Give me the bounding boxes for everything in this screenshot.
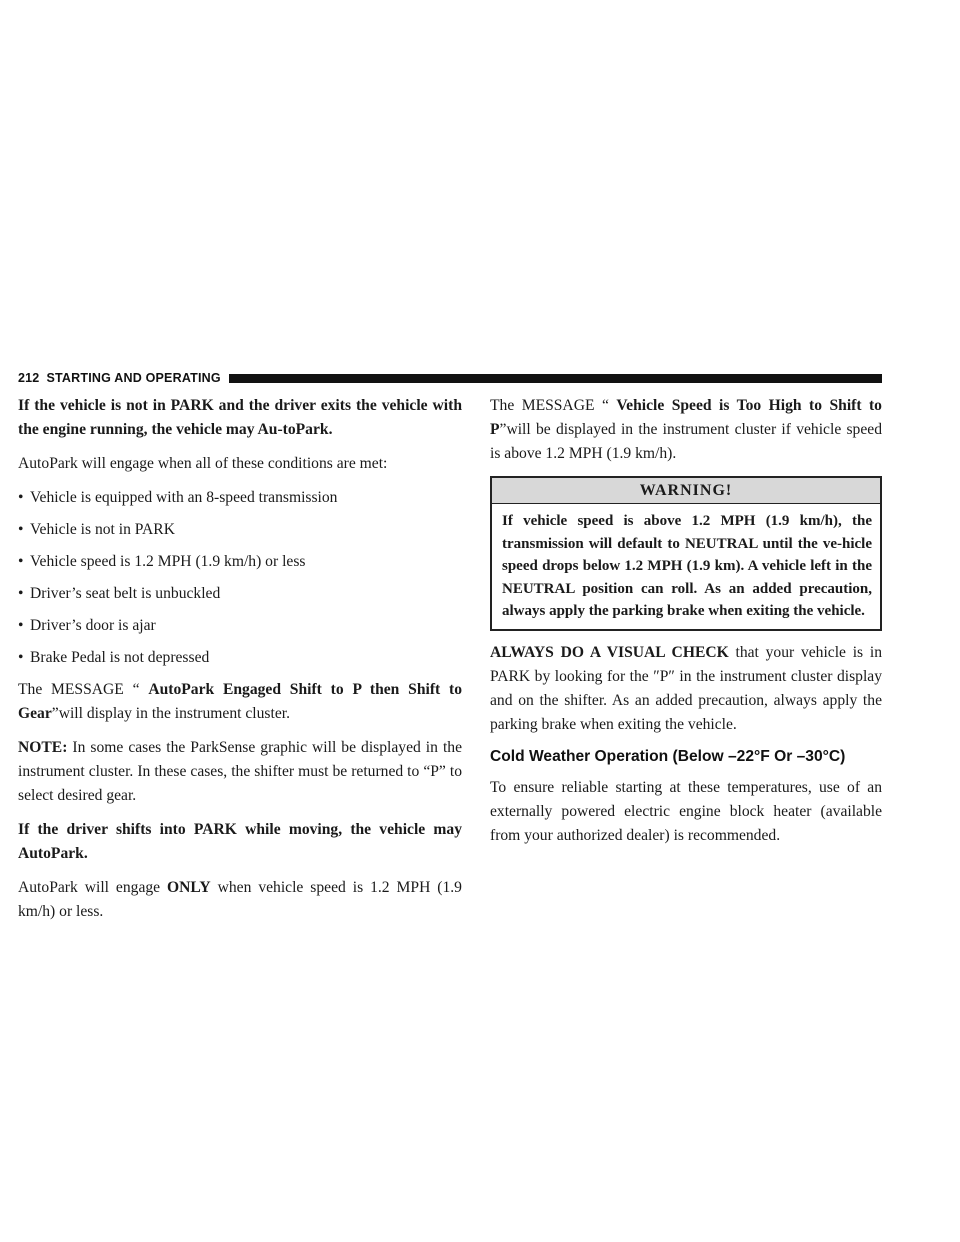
visual-check-paragraph: ALWAYS DO A VISUAL CHECK that your vehicle is in PARK by looking for the ″P″ in the instrument cluster display and on the shifter. As an added precaution, always apply the parking brake when exiting the vehicle.: [490, 643, 882, 733]
list-item: • Vehicle is equipped with an 8-speed transmission: [18, 489, 338, 506]
warning-text: If vehicle speed is above 1.2 MPH (1.9 km/h), the transmission will default to NEUTRAL until the ve-hicle speed drops below 1.2 MPH (1.9 km). A vehicle left in the NEUTRAL position can roll. As an added precaution, always apply the parking brake when exiting the vehicle.: [502, 513, 872, 620]
list-item: • Vehicle is not in PARK: [18, 521, 175, 538]
page-header: [18, 370, 882, 386]
note-paragraph: NOTE: In some cases the ParkSense graphic will be displayed in the instrument cluster. In these cases, the shifter must be returned to “P” to select desired gear.: [18, 739, 462, 804]
list-item: • Vehicle speed is 1.2 MPH (1.9 km/h) or less: [18, 553, 306, 570]
left-column: [18, 394, 462, 934]
list-item: • Driver’s door is ajar: [18, 617, 156, 634]
warning-title: WARNING!: [492, 478, 880, 504]
list-item: • Driver’s seat belt is unbuckled: [18, 585, 221, 602]
cold-weather-heading: Cold Weather Operation (Below –22°F Or –30°C): [490, 747, 846, 765]
engage-only-paragraph: AutoPark will engage ONLY when vehicle speed is 1.2 MPH (1.9 km/h) or less.: [18, 879, 462, 920]
intro-paragraph: If the vehicle is not in PARK and the driver exits the vehicle with the engine running, the vehicle may Au-toPark.: [18, 397, 462, 438]
conditions-lead: AutoPark will engage when all of these conditions are met:: [18, 455, 388, 472]
page-number: 212: [18, 371, 40, 385]
cold-weather-paragraph: To ensure reliable starting at these temperatures, use of an externally powered electric engine block heater (available from your authorized dealer) is recommended.: [490, 778, 882, 844]
shift-while-moving-paragraph: If the driver shifts into PARK while moving, the vehicle may AutoPark.: [18, 821, 462, 862]
header-rule: [229, 374, 882, 383]
right-column: [490, 394, 882, 858]
list-item: • Brake Pedal is not depressed: [18, 649, 210, 666]
speed-message-paragraph: The MESSAGE “ Vehicle Speed is Too High to Shift to P”will be displayed in the instrument cluster if vehicle speed is above 1.2 MPH (1.9 km/h).: [490, 397, 882, 462]
autopark-message-paragraph: The MESSAGE “ AutoPark Engaged Shift to P then Shift to Gear”will display in the instrument cluster.: [18, 681, 462, 722]
warning-box: [490, 476, 882, 631]
conditions-list: [18, 486, 462, 670]
section-title: STARTING AND OPERATING: [46, 371, 221, 385]
